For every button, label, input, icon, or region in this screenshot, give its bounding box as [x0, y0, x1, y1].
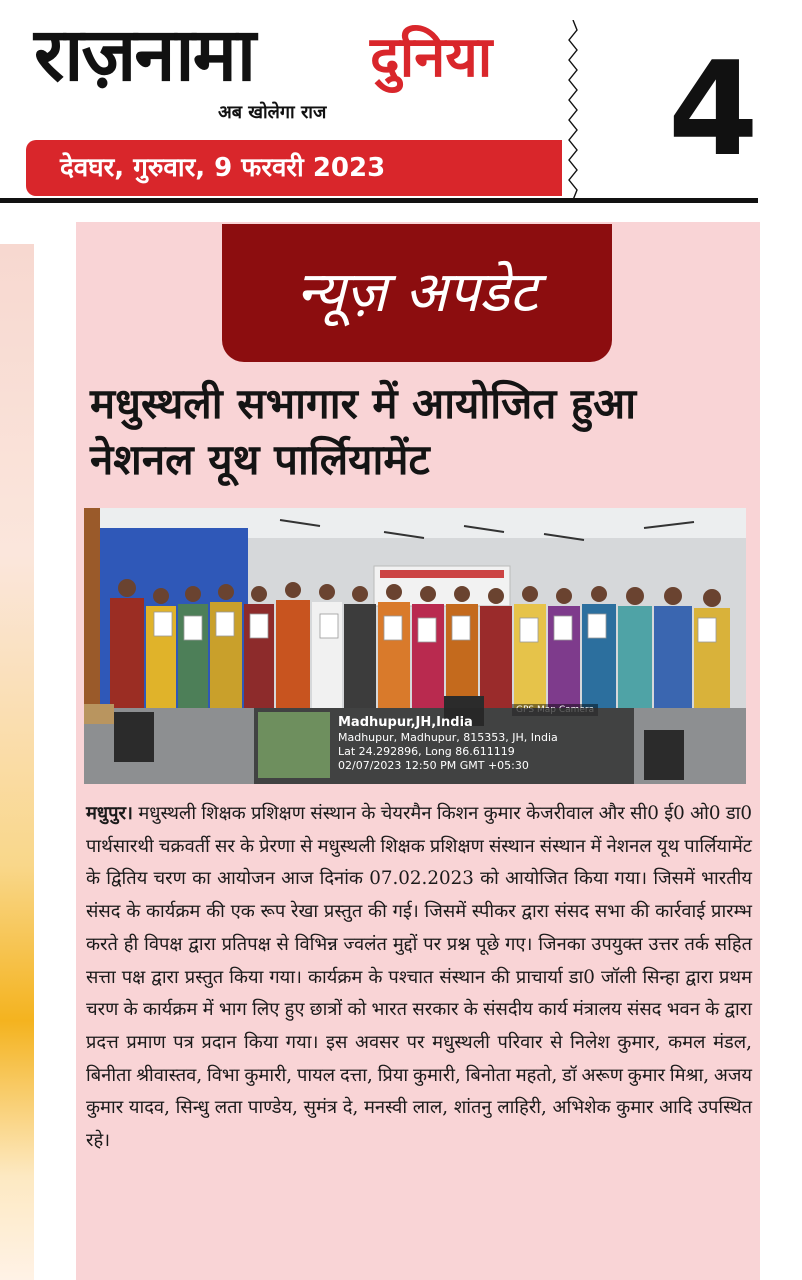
article-headline [90, 376, 750, 488]
gps-timestamp: 02/07/2023 12:50 PM GMT +05:30 [338, 759, 529, 772]
header-rule [0, 198, 758, 203]
gps-address: Madhupur, Madhupur, 815353, JH, India [338, 731, 558, 744]
gps-coordinates: Lat 24.292896, Long 86.611119 [338, 745, 515, 758]
article-body [86, 798, 752, 1158]
section-banner [222, 224, 612, 362]
newspaper-tagline: अब खोलेगा राज [218, 102, 327, 123]
divider-zigzag-icon [566, 20, 580, 200]
masthead [0, 0, 802, 210]
gps-minimap [258, 712, 330, 778]
article-photo [84, 508, 746, 784]
newspaper-name: राज़नामा [34, 12, 254, 98]
gps-stamp-overlay [254, 708, 634, 784]
page-number: 4 [668, 33, 759, 185]
section-banner-label: न्यूज़ अपडेट [296, 260, 538, 325]
adjacent-column-edge [0, 244, 34, 1280]
news-article [76, 222, 760, 1280]
dateline-bar: देवघर, गुरुवार, 9 फरवरी 2023 [26, 140, 562, 196]
article-body-text: मधुस्थली शिक्षक प्रशिक्षण संस्थान के चेयरमैन किशन कुमार केजरीवाल और सी0 ई0 ओ0 डा0 पार्थसारथी चक्रवर्ती सर के प्रेरणा से मधुस्थली शिक्षक प्रशिक्षण संस्थान संस्थान में नेशनल यूथ पार्लियामेंट के द्वितिय चरण का आयोजन आज दिनांक 07.02.2023 को आयोजित किया गया। जिसमें भारतीय संसद के कार्यक्रम की एक रूप रेखा प्रस्तुत की गई। जिसमें स्पीकर द्वारा संसद सभा की कार्रवाई प्रारम्भ करते ही विपक्ष द्वारा प्रतिपक्ष से विभिन्न ज्वलंत मुद्दों पर प्रश्न पूछे गए। जिनका उपयुक्त उत्तर तर्क सहित सत्ता पक्ष द्वारा प्रस्तुत किया गया। कार्यक्रम के पश्चात संस्थान की प्राचार्या डा0 जॉली सिन्हा द्वारा प्रथम चरण के कार्यक्रम में भाग लिए हुए छात्रों को भारत सरकार के संसदीय कार्य मंत्रालय संसद भवन के द्वारा प्रदत्त प्रमाण पत्र प्रदान किया गया। इस अवसर पर मधुस्थली परिवार से निलेश कुमार, कमल मंडल, बिनीता श्रीवास्तव, विभा कुमारी, पायल दत्ता, प्रिया कुमारी, बिनोता महतो, डॉ अरूण कुमार मिश्रा, अजय कुमार यादव, सिन्धु लता पाण्डेय, सुमंत्र दे, मनस्वी लाल, शांतनु लाहिरी, अभिशेक कुमार आदि उपस्थित रहे। [86, 803, 752, 1152]
article-dateline: मधुपुर। [86, 803, 133, 824]
headline-line-1: मधुस्थली सभागार में आयोजित हुआ [90, 379, 637, 428]
headline-line-2: नेशनल यूथ पार्लियामेंट [90, 435, 430, 484]
gps-location-title: Madhupur,JH,India [338, 715, 473, 730]
newspaper-name-suffix: दुनिया [370, 25, 493, 90]
